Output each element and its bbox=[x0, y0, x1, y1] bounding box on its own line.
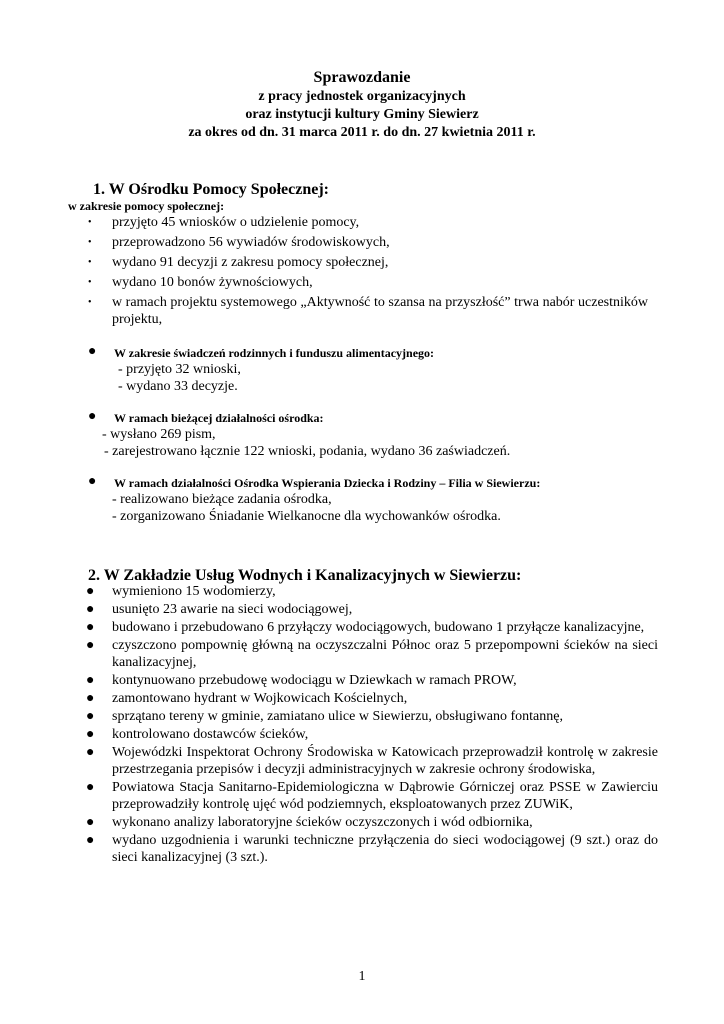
section-1-list bbox=[88, 214, 648, 331]
benefits-group bbox=[88, 345, 648, 395]
group-heading: W zakresie świadczeń rodzinnych i funduszu alimentacyjnego: bbox=[114, 346, 435, 360]
report-period: za okres od dn. 31 marca 2011 r. do dn. 27 kwietnia 2011 r. bbox=[188, 125, 536, 140]
report-subtitle-line: z pracy jednostek organizacyjnych bbox=[258, 89, 466, 104]
list-item: ● kontrolowano dostawców ścieków, bbox=[86, 727, 309, 742]
bullet-icon: ● bbox=[86, 815, 95, 830]
group-item: - zorganizowano Śniadanie Wielkanocne dla wychowanków ośrodka. bbox=[112, 509, 501, 524]
list-item: • przyjęto 45 wniosków o udzielenie pomocy, bbox=[88, 215, 360, 230]
current-activity-group bbox=[88, 410, 648, 460]
list-item: ● Powiatowa Stacja Sanitarno-Epidemiologiczna w Dąbrowie Górniczej oraz PSSE w Zawierciu przeprowadziły kontrolę ujęć wód podziemnych, eksploatowanych przez ZUWiK, bbox=[86, 780, 658, 812]
page-number: 1 bbox=[358, 969, 366, 984]
list-item: ● sprzątano tereny w gminie, zamiatano ulice w Siewierzu, obsługiwano fontannę, bbox=[86, 709, 563, 724]
section-2-list bbox=[86, 583, 658, 867]
list-item: • przeprowadzono 56 wywiadów środowiskowych, bbox=[88, 235, 390, 250]
list-item: ● wykonano analizy laboratoryjne ścieków oczyszczonych i wód odbiornika, bbox=[86, 815, 533, 830]
bullet-icon: ● bbox=[86, 727, 95, 742]
group-item: - przyjęto 32 wnioski, bbox=[118, 362, 241, 377]
list-item: • w ramach projektu systemowego „Aktywność to szansa na przyszłość” trwa nabór uczestników projektu, bbox=[88, 295, 648, 327]
list-item: • wydano 10 bonów żywnościowych, bbox=[88, 275, 313, 290]
report-subtitle-line: oraz instytucji kultury Gminy Siewierz bbox=[245, 107, 479, 122]
bullet-icon: ● bbox=[86, 584, 95, 599]
bullet-icon: • bbox=[88, 277, 92, 288]
bullet-icon: • bbox=[88, 297, 92, 308]
report-title-block bbox=[0, 68, 724, 142]
list-item: ● budowano i przebudowano 6 przyłączy wodociągowych, budowano 1 przyłącze kanalizacyjne, bbox=[86, 620, 645, 635]
list-item: ● wydano uzgodnienia i warunki techniczne przyłączenia do sieci wodociągowej (9 szt.) oraz do sieci kanalizacyjnej (3 szt.). bbox=[86, 833, 658, 865]
group-item: - wysłano 269 pism, bbox=[102, 427, 216, 442]
bullet-icon: ● bbox=[86, 709, 95, 724]
bullet-icon: ● bbox=[88, 409, 97, 424]
section-1-subheading: w zakresie pomocy społecznej: bbox=[68, 199, 225, 213]
bullet-icon: • bbox=[88, 237, 92, 248]
group-heading: W ramach bieżącej działalności ośrodka: bbox=[114, 411, 324, 425]
bullet-icon: • bbox=[88, 217, 92, 228]
bullet-icon: ● bbox=[86, 602, 95, 617]
bullet-icon: ● bbox=[86, 780, 95, 795]
bullet-icon: ● bbox=[86, 745, 95, 760]
list-item: ● zamontowano hydrant w Wojkowicach Kościelnych, bbox=[86, 691, 408, 706]
section-1-heading: 1. W Ośrodku Pomocy Społecznej: bbox=[93, 181, 330, 198]
section-2-heading: 2. W Zakładzie Usług Wodnych i Kanalizacyjnych w Siewierzu: bbox=[88, 567, 522, 584]
bullet-icon: ● bbox=[86, 638, 95, 653]
group-heading: W ramach działalności Ośrodka Wspierania Dziecka i Rodziny – Filia w Siewierzu: bbox=[114, 476, 541, 490]
group-item: - zarejestrowano łącznie 122 wnioski, podania, wydano 36 zaświadczeń. bbox=[104, 444, 511, 459]
bullet-icon: ● bbox=[88, 344, 97, 359]
bullet-icon: ● bbox=[86, 833, 95, 848]
list-item: ● wymieniono 15 wodomierzy, bbox=[86, 584, 276, 599]
group-item: - wydano 33 decyzje. bbox=[118, 379, 238, 394]
list-item: ● Wojewódzki Inspektorat Ochrony Środowiska w Katowicach przeprowadził kontrolę w zakresie przestrzegania przepisów i decyzji administracyjnych w zakresie ochrony środowiska, bbox=[86, 745, 658, 777]
bullet-icon: • bbox=[88, 257, 92, 268]
bullet-icon: ● bbox=[86, 691, 95, 706]
list-item: ● czyszczono pompownię główną na oczyszczalni Północ oraz 5 przepompowni ścieków na sieci kanalizacyjnej, bbox=[86, 638, 658, 670]
bullet-icon: ● bbox=[86, 620, 95, 635]
bullet-icon: ● bbox=[86, 673, 95, 688]
bullet-icon: ● bbox=[88, 474, 97, 489]
list-item: ● usunięto 23 awarie na sieci wodociągowej, bbox=[86, 602, 353, 617]
list-item: • wydano 91 decyzji z zakresu pomocy społecznej, bbox=[88, 255, 389, 270]
group-item: - realizowano bieżące zadania ośrodka, bbox=[112, 492, 332, 507]
report-title: Sprawozdanie bbox=[313, 69, 411, 86]
list-item: ● kontynuowano przebudowę wodociągu w Dziewkach w ramach PROW, bbox=[86, 673, 517, 688]
family-support-group bbox=[88, 475, 668, 525]
